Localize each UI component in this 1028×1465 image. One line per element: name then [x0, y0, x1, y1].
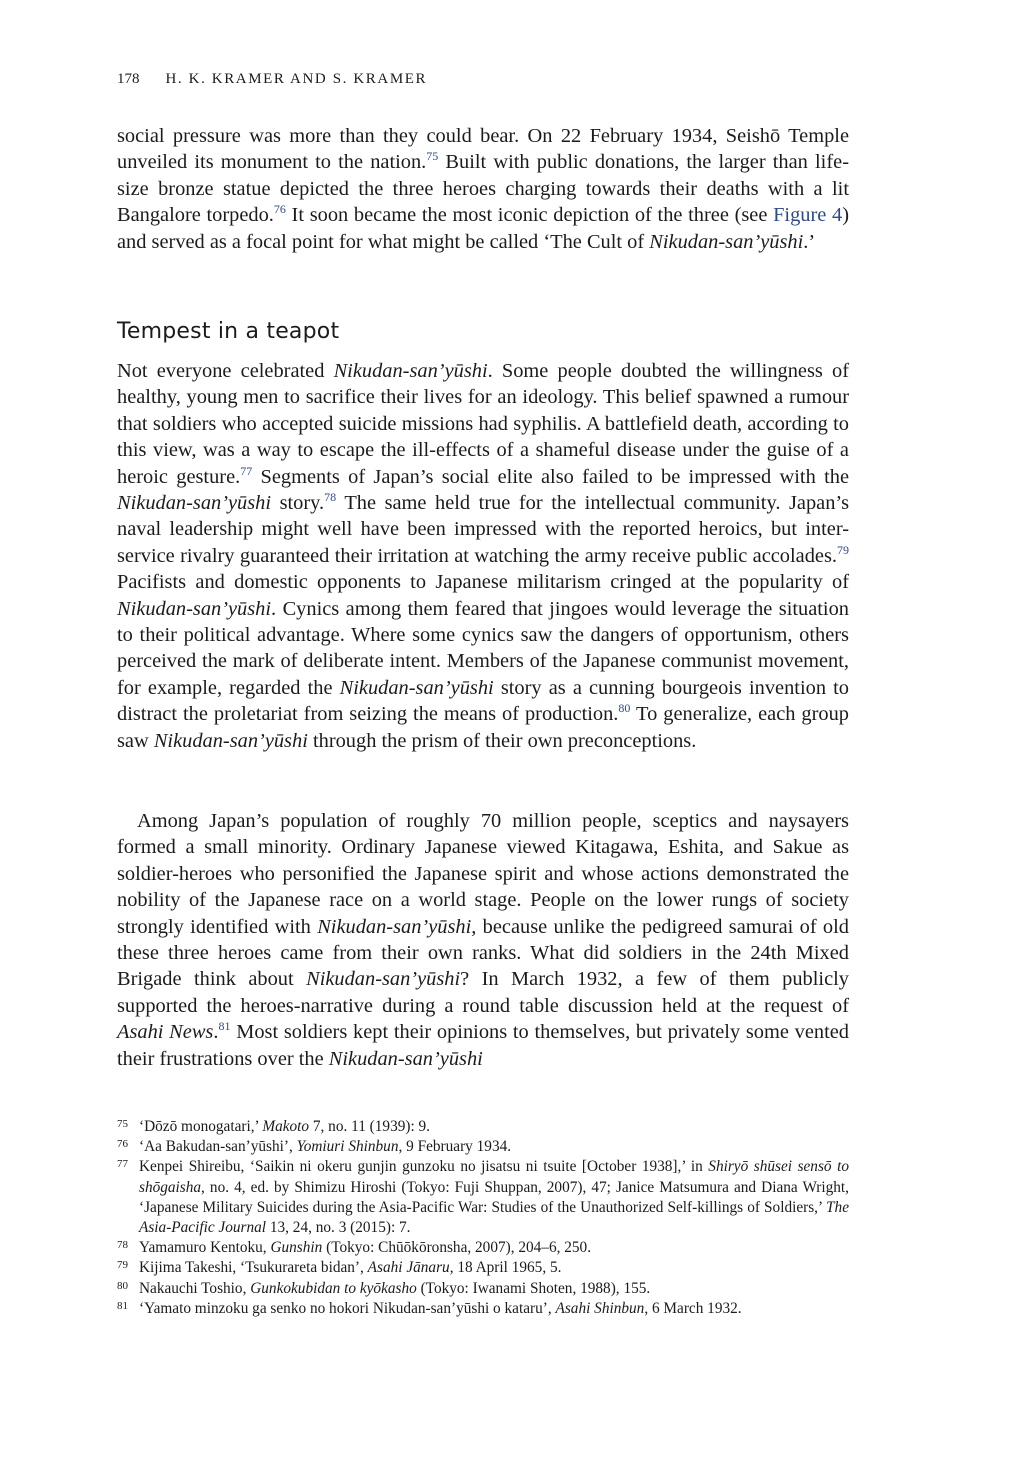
footnote-number: 75 [117, 1118, 128, 1130]
italic-term: Nikudan-san’yūshi [649, 230, 804, 253]
section-heading: Tempest in a teapot [117, 319, 340, 344]
footnote-ref-78[interactable]: 78 [324, 490, 337, 505]
text-run: 13, 24, no. 3 (2015): 7. [266, 1219, 411, 1237]
footnote [117, 1137, 849, 1157]
text-run: , 18 April 1965, 5. [449, 1259, 562, 1277]
italic-title: Gunkokubidan to kyōkasho [250, 1279, 417, 1297]
footnote [117, 1279, 849, 1299]
running-head-authors: H. K. KRAMER AND S. KRAMER [165, 71, 428, 87]
text-run: Yamamuro Kentoku, [139, 1239, 271, 1257]
italic-title: Gunshin [270, 1239, 323, 1257]
text-run: The same held true for the intellectual community. Japan’s naval leadership might well have been impressed with the reported heroics, but inter-service rivalry guaranteed their irritation at watching the army receive public accolades. [117, 492, 850, 567]
text-run: Kijima Takeshi, ‘Tsukurareta bidan’, [139, 1259, 368, 1277]
footnote-ref-81[interactable]: 81 [218, 1019, 231, 1034]
text-run: 7, no. 11 (1939): 9. [309, 1118, 431, 1135]
footnote-ref-76[interactable]: 76 [273, 202, 286, 217]
footnote [117, 1238, 849, 1258]
text-run: story. [271, 492, 325, 515]
footnote-number: 76 [117, 1138, 128, 1151]
footnotes [117, 1117, 849, 1319]
footnote-number: 78 [117, 1239, 128, 1252]
text-run: It soon became the most iconic depiction of the three (see [285, 204, 774, 227]
text-run: Most soldiers kept their opinions to themselves, but privately some vented their frustrations over the [117, 1021, 849, 1070]
italic-title: Asahi Shinbun [555, 1299, 645, 1317]
italic-term: Nikudan-san’yūshi [117, 492, 272, 515]
footnote-number: 81 [117, 1299, 128, 1312]
page-number: 178 [117, 71, 140, 87]
text-run: , because unlike the pedigreed samurai of old these three heroes came from their own ranks. What did soldiers in the 24th Mixed Brigade think about [117, 915, 849, 991]
italic-title: Shiryō shūsei sensō to shōgaisha [139, 1158, 849, 1196]
italic-title: Makoto [262, 1118, 310, 1135]
footnote-ref-80[interactable]: 80 [618, 701, 631, 716]
italic-term: Nikudan-san’yūshi [328, 1047, 483, 1070]
footnote [117, 1117, 849, 1137]
italic-term: Asahi News [117, 1021, 214, 1044]
footnote-number: 79 [117, 1259, 128, 1272]
text-run: .’ [803, 230, 816, 253]
text-run: Pacifists and domestic opponents to Japanese militarism cringed at the popularity of [117, 571, 849, 594]
text-run: Kenpei Shireibu, ‘Saikin ni okeru gunjin gunzoku no jisatsu ni tsuite [October 1938],’ in [139, 1158, 709, 1176]
text-run: Not everyone celebrated [117, 360, 334, 382]
paragraph-3 [117, 808, 849, 1072]
text-run: ‘Dōzō monogatari,’ [139, 1118, 263, 1135]
text-run: . Cynics among them feared that jingoes would leverage the situation to their political advantage. Where some cynics saw the dangers of opportunism, others perceived the mark of deliberate intent. Members of the Japanese communist movement, for example, regarded the [117, 597, 849, 699]
text-run: social pressure was more than they could bear. On 22 February 1934, Seishō Temple unveiled its monument to the nation. [117, 125, 849, 174]
figure-link[interactable]: Figure 4 [773, 204, 843, 227]
text-run: through the prism of their own preconceptions. [307, 729, 697, 752]
italic-title: The Asia-Pacific Journal [139, 1198, 849, 1237]
italic-term: Nikudan-san’yūshi [153, 729, 308, 752]
text-run: Nakauchi Toshio, [139, 1279, 251, 1297]
text-run: ) and served as a focal point for what might be called ‘The Cult of [117, 204, 850, 253]
text-run: ‘Aa Bakudan-san’yūshi’, [139, 1138, 297, 1156]
text-run: story as a cunning bourgeois invention to distract the proletariat from seizing the means of production. [117, 676, 849, 726]
text-run: ? In March 1932, a few of them publicly supported the heroes-narrative during a round table discussion held at the request of [117, 968, 849, 1017]
italic-title: Yomiuri Shinbun [296, 1138, 399, 1156]
paragraph-2 [117, 358, 849, 754]
text-run: Segments of Japan’s social elite also failed to be impressed with the [252, 465, 849, 488]
paragraph-1 [117, 123, 849, 255]
footnote-number: 80 [117, 1279, 128, 1292]
text-run: , 9 February 1934. [398, 1138, 512, 1156]
text-run: Among Japan’s population of roughly 70 million people, sceptics and naysayers formed a small minority. Ordinary Japanese viewed Kitagawa, Eshita, and Sakue as soldier-heroes who personified the Japanese spirit and whose actions demonstrated the nobility of the Japanese race on a world stage. People on the lower rungs of society strongly identified with [117, 810, 849, 938]
footnote-ref-77[interactable]: 77 [240, 463, 253, 478]
footnote [117, 1258, 849, 1278]
text-run: , no. 4, ed. by Shimizu Hiroshi (Tokyo: Fuji Shuppan, 2007), 47; Janice Matsumura and Diana Wright, ‘Japanese Military Suicides during the Asia-Pacific War: Studies of the Unauthorized Self-killings of Soldiers,’ [139, 1178, 849, 1216]
italic-title: Asahi Jānaru [367, 1259, 450, 1277]
italic-term: Nikudan-san’yūshi [117, 597, 272, 620]
italic-term: Nikudan-san’yūshi [306, 968, 461, 991]
text-run: . [213, 1021, 219, 1044]
text-run: (Tokyo: Iwanami Shoten, 1988), 155. [416, 1279, 651, 1297]
text-run: ‘Yamato minzoku ga senko no hokori Nikudan-san’yūshi o kataru’, [139, 1299, 556, 1317]
italic-term: Nikudan-san’yūshi [339, 676, 494, 699]
text-run: (Tokyo: Chūōkōronsha, 2007), 204–6, 250. [322, 1239, 592, 1257]
italic-term: Nikudan-san’yūshi [333, 360, 488, 382]
footnote [117, 1157, 849, 1238]
footnote-number: 77 [117, 1158, 128, 1171]
text-run: , 6 March 1932. [644, 1299, 742, 1317]
running-head [117, 71, 427, 88]
text-run: To generalize, each group saw [117, 703, 849, 752]
footnote-ref-79[interactable]: 79 [837, 542, 849, 557]
text-run: Built with public donations, the larger than life-size bronze statue depicted the three heroes charging towards their deaths with a lit Bangalore torpedo. [117, 151, 849, 227]
footnote [117, 1299, 849, 1319]
text-run: . Some people doubted the willingness of healthy, young men to sacrifice their lives for an ideology. This belief spawned a rumour that soldiers who accepted suicide missions had syphilis. A battlefield death, according to this view, was a way to escape the ill-effects of a shameful disease under the guise of a heroic gesture. [117, 360, 849, 488]
footnote-ref-75[interactable]: 75 [426, 149, 439, 164]
italic-term: Nikudan-san’yūshi [317, 915, 472, 938]
